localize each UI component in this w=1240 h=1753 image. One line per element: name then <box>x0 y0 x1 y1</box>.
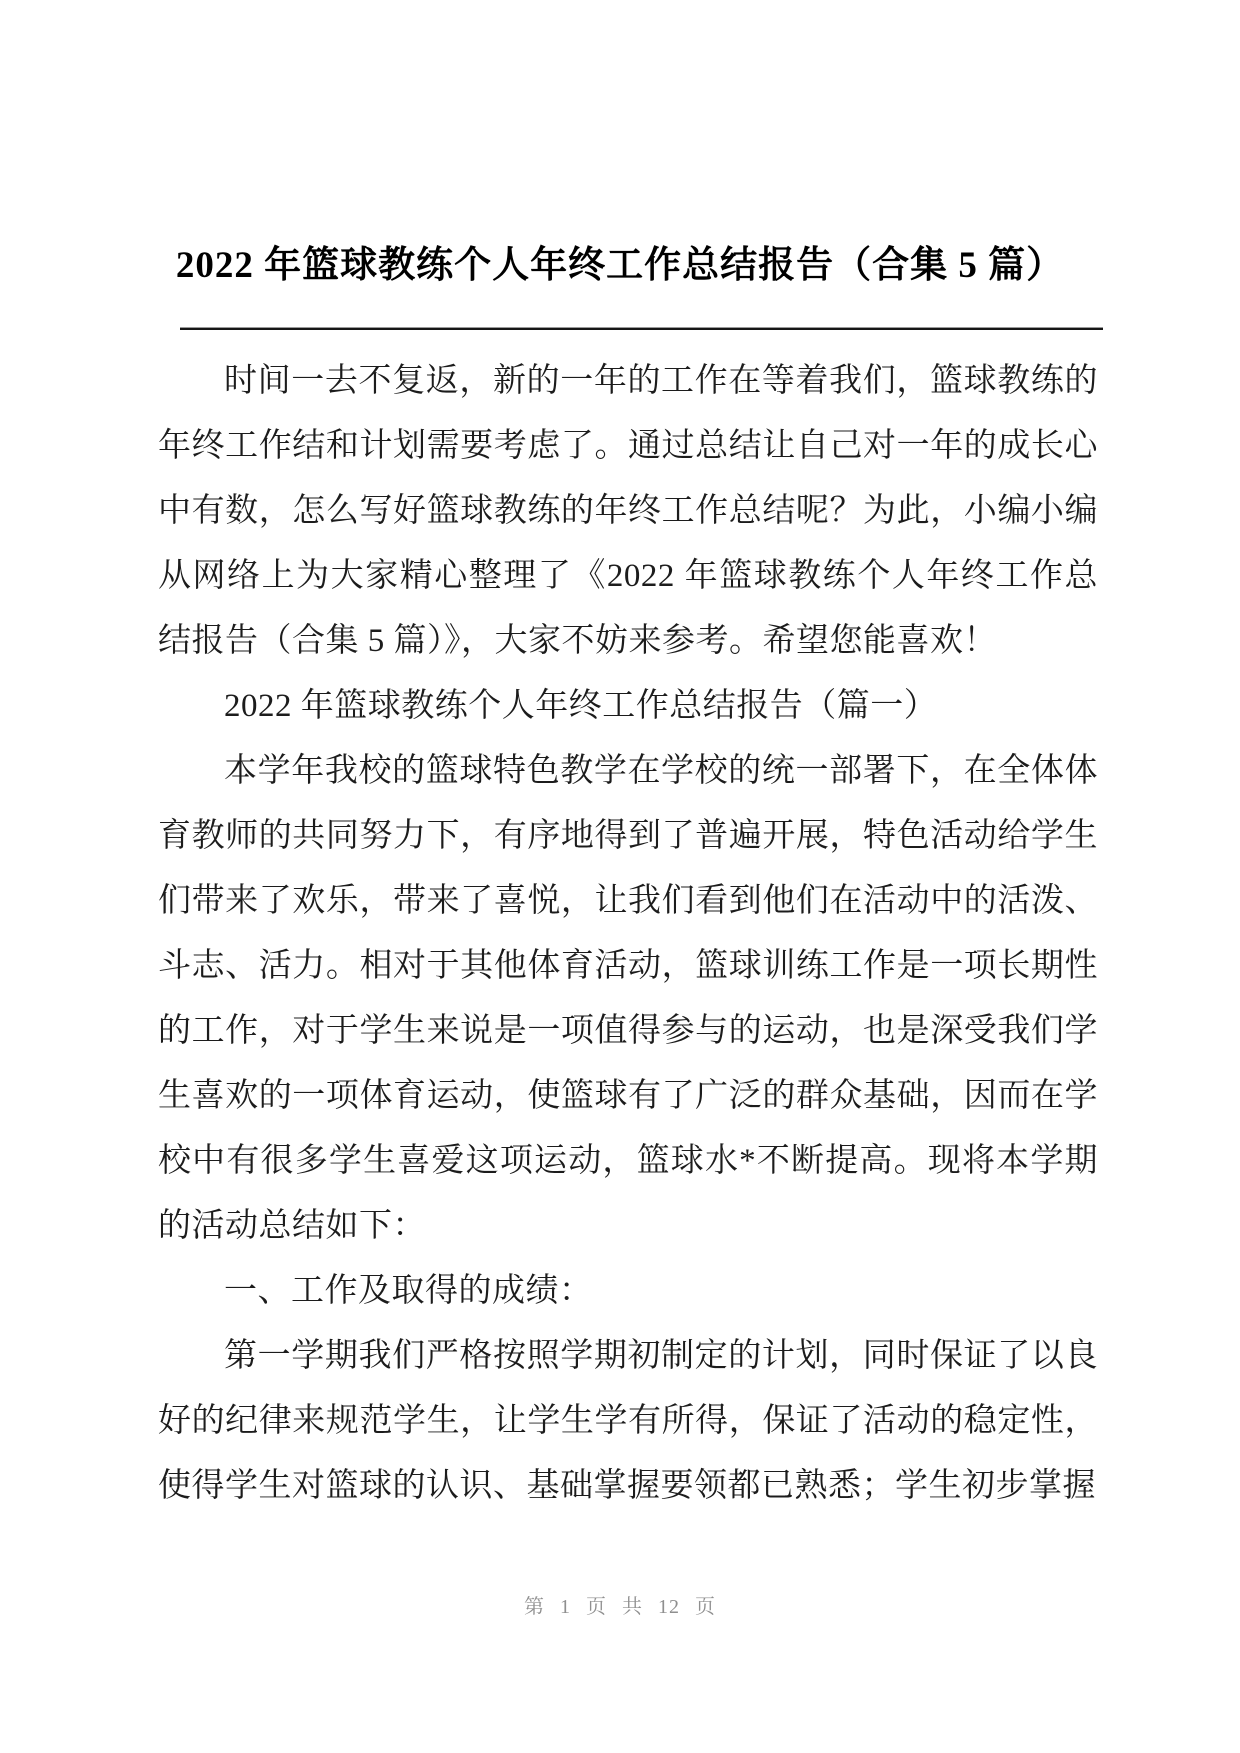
footer-total-label: 共 <box>622 1596 643 1618</box>
footer-total-unit: 页 <box>695 1596 716 1618</box>
paragraph-overview: 本学年我校的篮球特色教学在学校的统一部署下，在全体体育教师的共同努力下，有序地得到了普遍开展，特色活动给学生们带来了欢乐，带来了喜悦，让我们看到他们在活动中的活泼、斗志、活力。相对于其他体育活动，篮球训练工作是一项长期性的工作，对于学生来说是一项值得参与的运动，也是深受我们学生喜欢的一项体育运动，使篮球有了广泛的群众基础，因而在学校中有很多学生喜爱这项运动，篮球水*不断提高。现将本学期的活动总结如下： <box>158 753 1098 1244</box>
document-body <box>158 349 1098 1519</box>
footer-page-unit: 页 <box>586 1596 607 1618</box>
footer-total-pages-number: 12 <box>658 1596 680 1618</box>
paragraph-achievements: 第一学期我们严格按照学期初制定的计划，同时保证了以良好的纪律来规范学生，让学生学有所得，保证了活动的稳定性，使得学生对篮球的认识、基础掌握要领都已熟悉；学生初步掌握 <box>158 1338 1098 1504</box>
paragraph-intro: 时间一去不复返，新的一年的工作在等着我们，篮球教练的年终工作结和计划需要考虑了。通过总结让自己对一年的成长心中有数，怎么写好篮球教练的年终工作总结呢？为此，小编小编从网络上为大家精心整理了《2022 年篮球教练个人年终工作总结报告（合集 5 篇）》，大家不妨来参考。希望您能喜欢！ <box>158 363 1098 659</box>
section-heading-part-one: 2022 年篮球教练个人年终工作总结报告（篇一） <box>224 688 938 724</box>
page-footer <box>0 1592 1240 1622</box>
footer-page-prefix: 第 <box>524 1596 545 1618</box>
subsection-heading-achievements: 一、工作及取得的成绩： <box>224 1273 593 1309</box>
title-divider <box>180 327 1103 330</box>
document-title: 2022 年篮球教练个人年终工作总结报告（合集 5 篇） <box>175 245 1065 286</box>
footer-current-page-number: 1 <box>560 1596 571 1618</box>
